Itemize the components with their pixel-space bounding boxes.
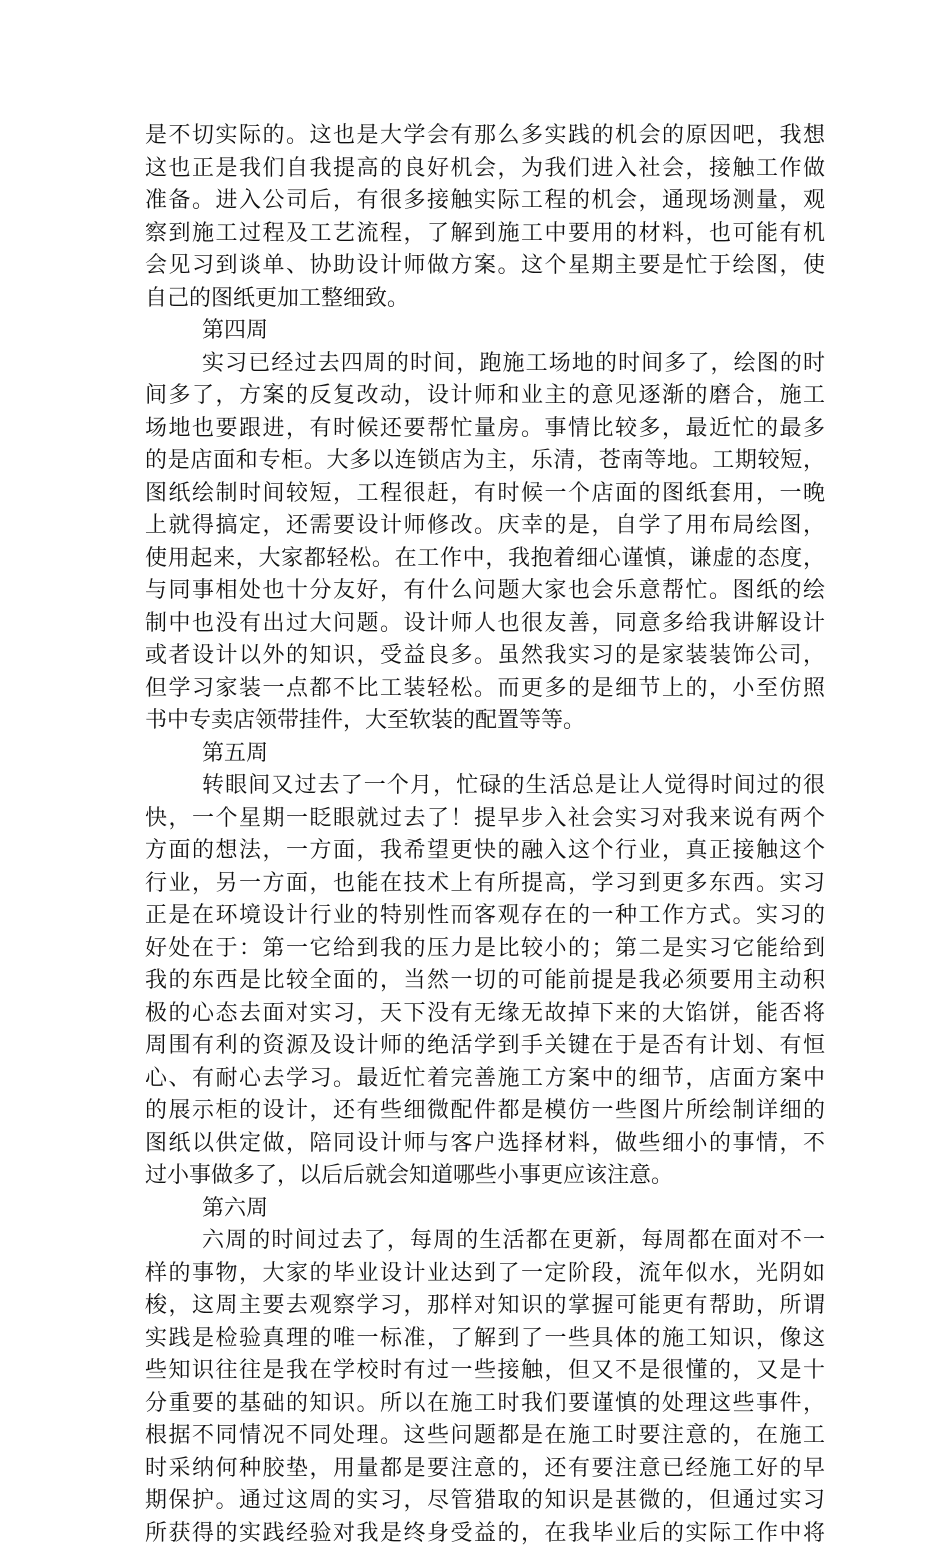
body-line: 但学习家装一点都不比工装轻松。而更多的是细节上的，小至仿照 — [145, 673, 825, 706]
body-line: 极的心态去面对实习，天下没有无缘无故掉下来的大馅饼，能否将 — [145, 998, 825, 1031]
section-heading-week4: 第四周 — [145, 315, 825, 348]
body-line: 实践是检验真理的唯一标准，了解到了一些具体的施工知识，像这 — [145, 1323, 825, 1356]
body-line: 与同事相处也十分友好，有什么问题大家也会乐意帮忙。图纸的绘 — [145, 575, 825, 608]
document-body — [145, 120, 825, 1550]
body-line: 正是在环境设计行业的特别性而客观存在的一种工作方式。实习的 — [145, 900, 825, 933]
body-line: 时采纳何种胶垫，用量都是要注意的，还有要注意已经施工好的早 — [145, 1453, 825, 1486]
body-line: 上就得搞定，还需要设计师修改。庆幸的是，自学了用布局绘图， — [145, 510, 825, 543]
body-line: 是不切实际的。这也是大学会有那么多实践的机会的原因吧，我想 — [145, 120, 825, 153]
body-line: 准备。进入公司后，有很多接触实际工程的机会，通现场测量，观 — [145, 185, 825, 218]
body-line: 些知识往往是我在学校时有过一些接触，但又不是很懂的，又是十 — [145, 1355, 825, 1388]
body-line: 图纸以供定做，陪同设计师与客户选择材料，做些细小的事情，不 — [145, 1128, 825, 1161]
body-line: 的展示柜的设计，还有些细微配件都是模仿一些图片所绘制详细的 — [145, 1095, 825, 1128]
body-line: 实习已经过去四周的时间，跑施工场地的时间多了，绘图的时 — [145, 348, 825, 381]
body-line: 场地也要跟进，有时候还要帮忙量房。事情比较多，最近忙的最多 — [145, 413, 825, 446]
section-heading-week5: 第五周 — [145, 738, 825, 771]
body-line: 或者设计以外的知识，受益良多。虽然我实习的是家装装饰公司， — [145, 640, 825, 673]
body-line: 样的事物，大家的毕业设计业达到了一定阶段，流年似水，光阴如 — [145, 1258, 825, 1291]
body-line: 会见习到谈单、协助设计师做方案。这个星期主要是忙于绘图，使 — [145, 250, 825, 283]
body-line: 书中专卖店领带挂件，大至软装的配置等等。 — [145, 705, 825, 738]
body-line: 察到施工过程及工艺流程，了解到施工中要用的材料，也可能有机 — [145, 218, 825, 251]
body-line: 六周的时间过去了，每周的生活都在更新，每周都在面对不一 — [145, 1225, 825, 1258]
body-line: 行业，另一方面，也能在技术上有所提高，学习到更多东西。实习 — [145, 868, 825, 901]
body-line: 期保护。通过这周的实习，尽管猎取的知识是甚微的，但通过实习 — [145, 1485, 825, 1518]
body-line: 间多了，方案的反复改动，设计师和业主的意见逐渐的磨合，施工 — [145, 380, 825, 413]
body-line: 心、有耐心去学习。最近忙着完善施工方案中的细节，店面方案中 — [145, 1063, 825, 1096]
body-line: 制中也没有出过大问题。设计师人也很友善，同意多给我讲解设计 — [145, 608, 825, 641]
body-line: 分重要的基础的知识。所以在施工时我们要谨慎的处理这些事件， — [145, 1388, 825, 1421]
body-line: 过小事做多了，以后后就会知道哪些小事更应该注意。 — [145, 1160, 825, 1193]
body-line: 转眼间又过去了一个月，忙碌的生活总是让人觉得时间过的很 — [145, 770, 825, 803]
body-line: 快，一个星期一眨眼就过去了！提早步入社会实习对我来说有两个 — [145, 803, 825, 836]
body-line: 的是店面和专柜。大多以连锁店为主，乐清，苍南等地。工期较短， — [145, 445, 825, 478]
body-line: 好处在于：第一它给到我的压力是比较小的；第二是实习它能给到 — [145, 933, 825, 966]
body-line: 方面的想法，一方面，我希望更快的融入这个行业，真正接触这个 — [145, 835, 825, 868]
body-line: 梭，这周主要去观察学习，那样对知识的掌握可能更有帮助，所谓 — [145, 1290, 825, 1323]
body-line: 使用起来，大家都轻松。在工作中，我抱着细心谨慎，谦虚的态度， — [145, 543, 825, 576]
section-heading-week6: 第六周 — [145, 1193, 825, 1226]
body-line: 这也正是我们自我提高的良好机会，为我们进入社会，接触工作做 — [145, 153, 825, 186]
body-line: 自己的图纸更加工整细致。 — [145, 283, 825, 316]
body-line: 周围有利的资源及设计师的绝活学到手关键在于是否有计划、有恒 — [145, 1030, 825, 1063]
body-line: 我的东西是比较全面的，当然一切的可能前提是我必须要用主动积 — [145, 965, 825, 998]
body-line: 根据不同情况不同处理。这些问题都是在施工时要注意的，在施工 — [145, 1420, 825, 1453]
body-line: 所获得的实践经验对我是终身受益的，在我毕业后的实际工作中将 — [145, 1518, 825, 1550]
body-line: 图纸绘制时间较短，工程很赶，有时候一个店面的图纸套用，一晚 — [145, 478, 825, 511]
